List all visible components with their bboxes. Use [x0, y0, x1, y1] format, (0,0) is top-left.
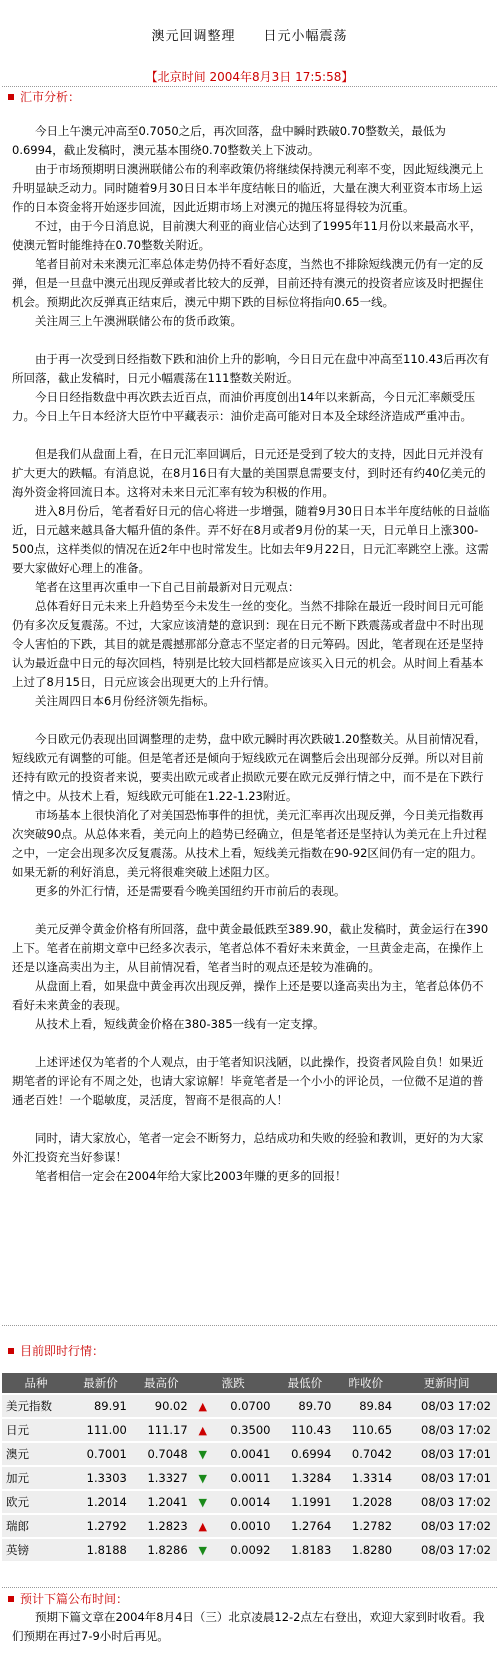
- quote-high-cell: 0.7048: [131, 1443, 192, 1465]
- quote-low-cell: 0.6994: [275, 1443, 336, 1465]
- quote-low-cell: 1.2764: [275, 1515, 336, 1537]
- divider: [2, 1325, 497, 1326]
- quote-name-cell: 澳元: [2, 1443, 70, 1465]
- quote-low-cell: 1.1991: [275, 1491, 336, 1513]
- paragraph: 上述评述仅为笔者的个人观点，由于笔者知识浅陋，以此操作，投资者风险自负！如果近期笔者的评论有不周之处，也请大家谅解！毕竟笔者是一个小小的评论员，一位微不足道的普通老百姓！一个聪敏度，灵活度，智商不是很高的人！: [12, 1055, 484, 1107]
- quote-last-cell: 111.00: [70, 1419, 131, 1441]
- column-header: 更新时间: [396, 1373, 497, 1393]
- quote-name-cell: 英镑: [2, 1539, 70, 1561]
- paragraph: 由于再一次受到日经指数下跌和油价上升的影响，今日日元在盘中冲高至110.43后再次有所回落，截止发稿时，日元小幅震荡在111整数关附近。: [12, 352, 490, 385]
- section-quotes-heading: 目前即时行情：: [8, 1342, 104, 1359]
- column-header: 品种: [2, 1373, 70, 1393]
- paragraph: 美元反弹令黄金价格有所回落，盘中黄金最低跌至389.90，截止发稿时，黄金运行在390上下。笔者在前期文章中已经多次表示，笔者总体不看好未来黄金，一旦黄金走高，在操作上还是以逢高卖出为主，从目前情况看，笔者当时的观点还是较为准确的。: [12, 922, 489, 974]
- quote-prev-cell: 110.65: [335, 1419, 396, 1441]
- quote-direction-cell: [192, 1443, 214, 1465]
- column-header: 最新价: [70, 1373, 131, 1393]
- quote-prev-cell: 1.2782: [335, 1515, 396, 1537]
- quote-prev-cell: 89.84: [335, 1395, 396, 1417]
- arrow-down-icon: ▼: [198, 1496, 207, 1509]
- quote-high-cell: 90.02: [131, 1395, 192, 1417]
- quote-name-cell: 加元: [2, 1467, 70, 1489]
- column-header: 最高价: [131, 1373, 192, 1393]
- quote-change-cell: 0.3500: [214, 1419, 275, 1441]
- bullet-square-icon: [8, 94, 14, 100]
- quote-change-cell: 0.0011: [214, 1467, 275, 1489]
- quote-prev-cell: 1.2028: [335, 1491, 396, 1513]
- quote-high-cell: 1.8286: [131, 1539, 192, 1561]
- next-release-text: 预期下篇文章在2004年8月4日（三）北京凌晨12-2点左右登出，欢迎大家到时收看。我们预期在再过7-9小时后再见。: [12, 1610, 485, 1643]
- quote-direction-cell: [192, 1395, 214, 1417]
- quote-time-cell: 08/03 17:01: [396, 1467, 497, 1489]
- paragraph: 不过，由于今日消息说，目前澳大利亚的商业信心达到了1995年11月份以来最高水平，使澳元暂时能维持在0.70整数关附近。: [12, 219, 482, 252]
- table-row: [2, 1515, 497, 1537]
- quote-low-cell: 1.8183: [275, 1539, 336, 1561]
- section-analysis-heading: 汇市分析：: [8, 88, 80, 105]
- quote-low-cell: 110.43: [275, 1419, 336, 1441]
- table-row: [2, 1443, 497, 1465]
- quote-direction-cell: [192, 1419, 214, 1441]
- quote-direction-cell: [192, 1515, 214, 1537]
- quote-high-cell: 111.17: [131, 1419, 192, 1441]
- paragraph: 由于市场预期明日澳洲联储公布的利率政策仍将继续保持澳元利率不变，因此短线澳元上升明显缺乏动力。同时随着9月30日日本半年度结帐日的临近，大量在澳大利亚资本市场上运作的日本资金将开始逐步回流，因此近期市场上对澳元的抛压将显得较为沉重。: [12, 162, 484, 214]
- arrow-down-icon: ▼: [198, 1448, 207, 1461]
- arrow-up-icon: ▲: [198, 1520, 207, 1533]
- paragraph: 进入8月份后，笔者看好日元的信心将进一步增强，随着9月30日日本半年度结帐的日益临近，日元越来越具备大幅升值的条件。弄不好在8月或者9月份的某一天，日元单日上涨300-500点，这样类似的情况在近2年中也时常发生。比如去年9月22日，日元汇率跳空上涨。这需要大家做好心理上的准备。: [12, 504, 490, 575]
- quote-time-cell: 08/03 17:02: [396, 1395, 497, 1417]
- quote-name-cell: 美元指数: [2, 1395, 70, 1417]
- paragraph: 总体看好日元未来上升趋势至今未发生一丝的变化。当然不排除在最近一段时间日元可能仍有多次反复震荡。不过，大家应该清楚的意识到：现在日元不断下跌震荡或者盘中不时出现令人害怕的下跌，其目的就是震撼那部分意志不坚定者的日元筹码。因此，笔者现在还是坚持认为最近盘中日元的每次回档，特别是比较大回档都是应该买入日元的机会。从时间上看基本上过了8月15日，日元应该会出现更大的上升行情。: [12, 599, 484, 689]
- quote-prev-cell: 1.3314: [335, 1467, 396, 1489]
- paragraph: 笔者在这里再次重申一下自己目前最新对日元观点：: [35, 580, 300, 594]
- divider: [2, 86, 497, 87]
- paragraph: 从盘面上看，如果盘中黄金再次出现反弹，操作上还是要以逢高卖出为主，笔者总体仍不看好未来黄金的表现。: [12, 979, 484, 1012]
- table-row: [2, 1395, 497, 1417]
- paragraph: 笔者相信一定会在2004年给大家比2003年赚的更多的回报！: [35, 1169, 347, 1183]
- quote-time-cell: 08/03 17:02: [396, 1515, 497, 1537]
- quote-last-cell: 1.8188: [70, 1539, 131, 1561]
- table-header-row: [2, 1373, 497, 1393]
- quote-last-cell: 1.3303: [70, 1467, 131, 1489]
- paragraph: 从技术上看，短线黄金价格在380-385一线有一定支撑。: [35, 1017, 325, 1031]
- paragraph: 关注周三上午澳洲联储公布的货币政策。: [35, 314, 242, 328]
- quote-prev-cell: 1.8280: [335, 1539, 396, 1561]
- quote-name-cell: 瑞郎: [2, 1515, 70, 1537]
- paragraph: 同时，请大家放心，笔者一定会不断努力，总结成功和失败的经验和教训，更好的为大家外汇投资充当好参谋！: [12, 1131, 484, 1164]
- quote-time-cell: 08/03 17:02: [396, 1491, 497, 1513]
- paragraph: 今日日经指数盘中再次跌去近百点，而油价再度创出14年以来新高，今日元汇率颇受压力。今日上午日本经济大臣竹中平藏表示：油价走高可能对日本及全球经济造成严重冲击。: [12, 390, 476, 423]
- paragraph: 关注周四日本6月份经济领先指标。: [35, 694, 215, 708]
- quote-direction-cell: [192, 1491, 214, 1513]
- arrow-up-icon: ▲: [198, 1424, 207, 1437]
- quote-high-cell: 1.2823: [131, 1515, 192, 1537]
- quote-low-cell: 1.3284: [275, 1467, 336, 1489]
- quote-prev-cell: 0.7042: [335, 1443, 396, 1465]
- table-row: [2, 1491, 497, 1513]
- table-row: [2, 1419, 497, 1441]
- paragraph: 更多的外汇行情，还是需要看今晚美国纽约开市前后的表现。: [35, 884, 346, 898]
- quote-change-cell: 0.0092: [214, 1539, 275, 1561]
- quote-time-cell: 08/03 17:01: [396, 1443, 497, 1465]
- quote-last-cell: 89.91: [70, 1395, 131, 1417]
- paragraph: 今日上午澳元冲高至0.7050之后，再次回落，盘中瞬时跌破0.70整数关，最低为0.6994，截止发稿时，澳元基本围绕0.70整数关上下波动。: [12, 124, 446, 157]
- paragraph: 市场基本上很快消化了对美国恐怖事件的担忧，美元汇率再次出现反弹，今日美元指数再次突破90点。从总体来看，美元向上的趋势已经确立，但是笔者还是坚持认为美元在上升过程之中，一定会出现多次反复震荡。从技术上看，短线美元指数在90-92区间仍有一定的阻力。如果无新的利好消息，美元将很难突破上述阻力区。: [12, 808, 487, 879]
- arrow-up-icon: ▲: [198, 1400, 207, 1413]
- paragraph: 笔者目前对未来澳元汇率总体走势仍持不看好态度，当然也不排除短线澳元仍有一定的反弹，但是一旦盘中澳元出现反弹或者比较大的反弹，目前还持有澳元的投资者应该及时把握住机会。预期此次反弹真正结束后，澳元中期下跌的目标位将指向0.65一线。: [12, 257, 484, 309]
- quote-name-cell: 日元: [2, 1419, 70, 1441]
- table-row: [2, 1467, 497, 1489]
- quote-change-cell: 0.0014: [214, 1491, 275, 1513]
- quotes-table: [2, 1371, 497, 1563]
- column-header: 涨跌: [192, 1373, 275, 1393]
- table-row: [2, 1539, 497, 1561]
- paragraph: 今日欧元仍表现出回调整理的走势，盘中欧元瞬时再次跌破1.20整数关。从目前情况看，短线欧元有调整的可能。但是笔者还是倾向于短线欧元在调整后会出现部分反弹。所以对目前还持有欧元的投资者来说，要卖出欧元或者止损欧元要在欧元反弹行情之中，而不是在下跌行情之中。从技术上看，短线欧元可能在1.22-1.23附近。: [12, 732, 487, 803]
- article-title: 澳元回调整理 日元小幅震荡: [151, 29, 348, 44]
- quote-change-cell: 0.0700: [214, 1395, 275, 1417]
- quote-direction-cell: [192, 1467, 214, 1489]
- divider: [2, 1587, 497, 1588]
- quote-direction-cell: [192, 1539, 214, 1561]
- column-header: 昨收价: [335, 1373, 396, 1393]
- section-next-heading: 预计下篇公布时间：: [8, 1590, 128, 1607]
- quote-change-cell: 0.0010: [214, 1515, 275, 1537]
- arrow-down-icon: ▼: [198, 1472, 207, 1485]
- quote-high-cell: 1.2041: [131, 1491, 192, 1513]
- quote-last-cell: 0.7001: [70, 1443, 131, 1465]
- quote-low-cell: 89.70: [275, 1395, 336, 1417]
- quote-last-cell: 1.2014: [70, 1491, 131, 1513]
- paragraph: 但是我们从盘面上看，在日元汇率回调后，日元还是受到了较大的支持，因此日元并没有扩大更大的跌幅。有消息说，在8月16日有大量的美国票息需要支付，到时还有约40亿美元的海外资金将回流日本。这将对未来日元汇率有较为积极的作用。: [12, 447, 486, 499]
- quote-change-cell: 0.0041: [214, 1443, 275, 1465]
- article-timestamp: 【北京时间 2004年8月3日 17:5:58】: [145, 70, 354, 84]
- quote-last-cell: 1.2792: [70, 1515, 131, 1537]
- quote-time-cell: 08/03 17:02: [396, 1539, 497, 1561]
- quote-high-cell: 1.3327: [131, 1467, 192, 1489]
- quote-name-cell: 欧元: [2, 1491, 70, 1513]
- bullet-square-icon: [8, 1348, 14, 1354]
- column-header: 最低价: [275, 1373, 336, 1393]
- arrow-down-icon: ▼: [198, 1544, 207, 1557]
- bullet-square-icon: [8, 1596, 14, 1602]
- quote-time-cell: 08/03 17:02: [396, 1419, 497, 1441]
